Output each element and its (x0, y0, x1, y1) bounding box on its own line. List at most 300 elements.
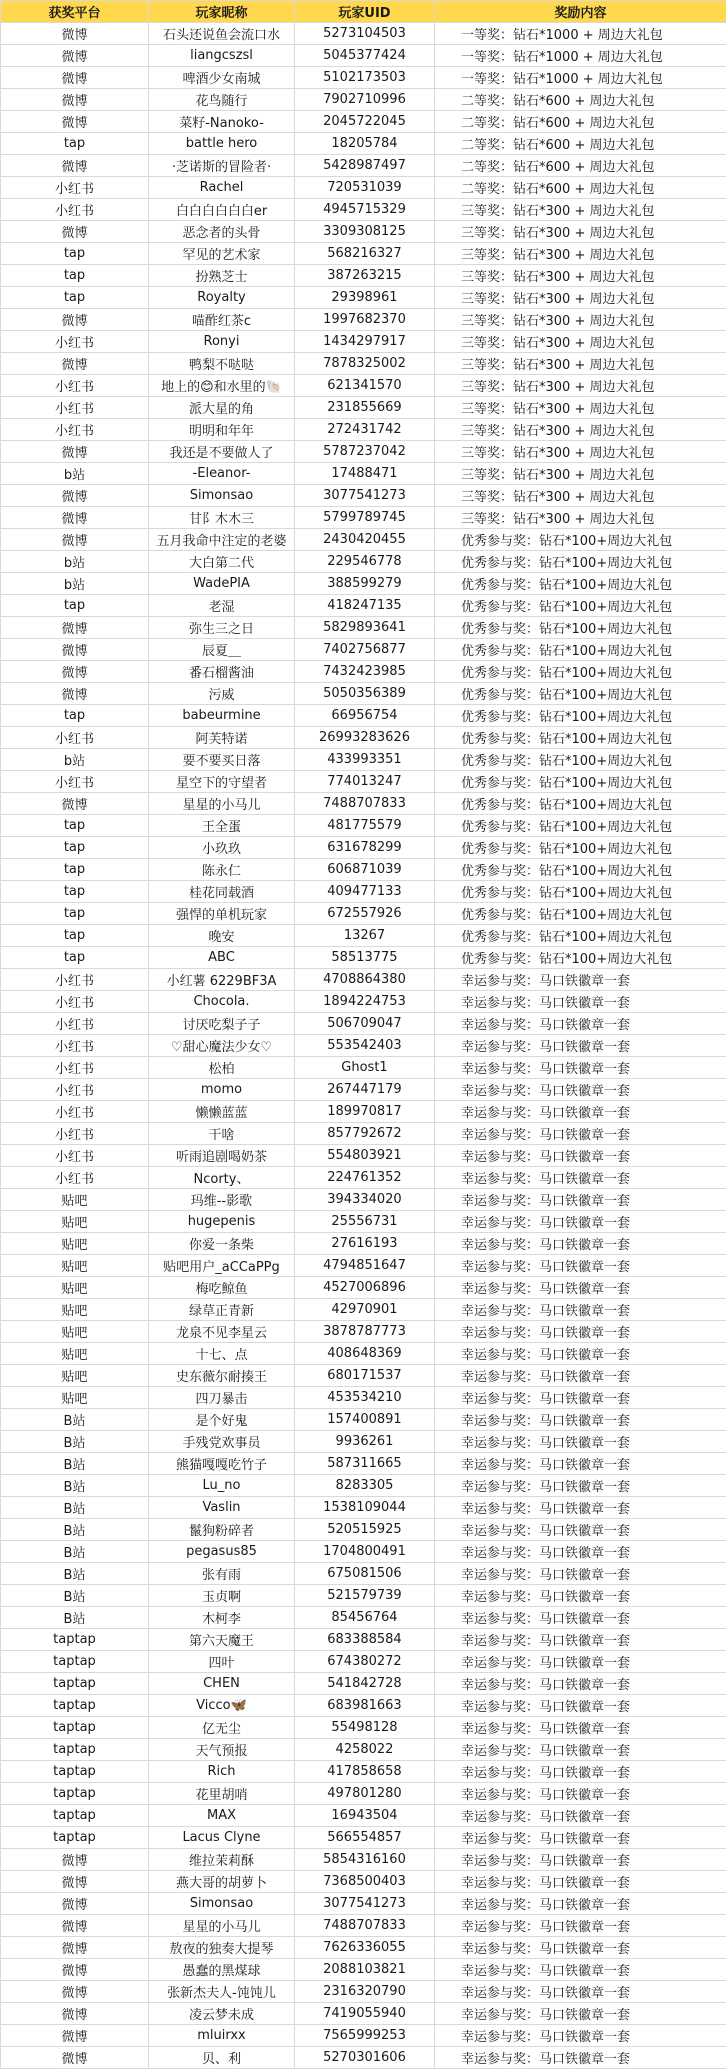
table-row (1, 705, 726, 727)
cell-nickname: 史东薇尔耐揍王 (149, 1365, 295, 1387)
table-row (1, 1717, 726, 1739)
cell-platform: tap (1, 947, 149, 969)
cell-nickname: WadePIA (149, 573, 295, 595)
cell-platform: 微博 (1, 529, 149, 551)
cell-platform: 贴吧 (1, 1321, 149, 1343)
cell-platform: 微博 (1, 1871, 149, 1893)
cell-uid: 7402756877 (295, 639, 435, 661)
table-row (1, 837, 726, 859)
table-row (1, 1497, 726, 1519)
table-row (1, 1057, 726, 1079)
cell-reward: 幸运参与奖：马口铁徽章一套 (435, 1189, 726, 1211)
cell-nickname: 啤酒少女南城 (149, 67, 295, 89)
cell-uid: 683388584 (295, 1629, 435, 1651)
cell-platform: 小红书 (1, 727, 149, 749)
cell-reward: 优秀参与奖：钻石*100+周边大礼包 (435, 925, 726, 947)
table-row (1, 969, 726, 991)
cell-platform: 微博 (1, 639, 149, 661)
cell-platform: taptap (1, 1695, 149, 1717)
table-row (1, 1607, 726, 1629)
cell-uid: 3878787773 (295, 1321, 435, 1343)
cell-nickname: 鸭梨不哒哒 (149, 353, 295, 375)
cell-reward: 三等奖：钻石*300 + 周边大礼包 (435, 507, 726, 529)
cell-platform: 小红书 (1, 199, 149, 221)
cell-nickname: 喵酢红茶c (149, 309, 295, 331)
cell-reward: 幸运参与奖：马口铁徽章一套 (435, 1871, 726, 1893)
cell-nickname: 番石榴酱油 (149, 661, 295, 683)
cell-nickname: ·芝诺斯的冒险者· (149, 155, 295, 177)
cell-platform: B站 (1, 1453, 149, 1475)
cell-uid: 2088103821 (295, 1959, 435, 1981)
cell-reward: 幸运参与奖：马口铁徽章一套 (435, 1959, 726, 1981)
cell-uid: 13267 (295, 925, 435, 947)
cell-reward: 三等奖：钻石*300 + 周边大礼包 (435, 397, 726, 419)
table-row (1, 2047, 726, 2069)
table-header (1, 1, 726, 23)
cell-reward: 幸运参与奖：马口铁徽章一套 (435, 1915, 726, 1937)
cell-uid: 7368500403 (295, 1871, 435, 1893)
table-row (1, 1431, 726, 1453)
cell-uid: 85456764 (295, 1607, 435, 1629)
table-row (1, 1761, 726, 1783)
cell-nickname: 我还是不要做人了 (149, 441, 295, 463)
cell-reward: 幸运参与奖：马口铁徽章一套 (435, 1057, 726, 1079)
cell-reward: 幸运参与奖：马口铁徽章一套 (435, 1343, 726, 1365)
cell-uid: 7878325002 (295, 353, 435, 375)
table-row (1, 463, 726, 485)
cell-nickname: mluirxx (149, 2025, 295, 2047)
table-row (1, 155, 726, 177)
cell-nickname: 强悍的单机玩家 (149, 903, 295, 925)
table-row (1, 243, 726, 265)
cell-platform: tap (1, 859, 149, 881)
cell-platform: 微博 (1, 155, 149, 177)
cell-reward: 优秀参与奖：钻石*100+周边大礼包 (435, 661, 726, 683)
cell-platform: 小红书 (1, 991, 149, 1013)
table-row (1, 529, 726, 551)
cell-uid: 5854316160 (295, 1849, 435, 1871)
cell-uid: 4945715329 (295, 199, 435, 221)
cell-reward: 幸运参与奖：马口铁徽章一套 (435, 1937, 726, 1959)
cell-uid: 229546778 (295, 551, 435, 573)
cell-platform: B站 (1, 1431, 149, 1453)
cell-uid: 4794851647 (295, 1255, 435, 1277)
cell-platform: 微博 (1, 617, 149, 639)
table-row (1, 1871, 726, 1893)
cell-platform: tap (1, 705, 149, 727)
cell-nickname: 手残党欢事员 (149, 1431, 295, 1453)
cell-reward: 一等奖：钻石*1000 + 周边大礼包 (435, 45, 726, 67)
cell-uid: 1538109044 (295, 1497, 435, 1519)
cell-reward: 幸运参与奖：马口铁徽章一套 (435, 1497, 726, 1519)
cell-uid: Ghost1 (295, 1057, 435, 1079)
table-row (1, 89, 726, 111)
cell-nickname: 地上的😊和水里的🐚 (149, 375, 295, 397)
cell-nickname: 小红薯 6229BF3A (149, 969, 295, 991)
cell-reward: 幸运参与奖：马口铁徽章一套 (435, 1431, 726, 1453)
table-row (1, 1629, 726, 1651)
table-row (1, 1541, 726, 1563)
cell-uid: 674380272 (295, 1651, 435, 1673)
cell-reward: 幸运参与奖：马口铁徽章一套 (435, 1607, 726, 1629)
cell-uid: 3077541273 (295, 485, 435, 507)
table-row (1, 485, 726, 507)
cell-platform: 微博 (1, 23, 149, 45)
table-row (1, 1937, 726, 1959)
cell-nickname: Lu_no (149, 1475, 295, 1497)
cell-nickname: 污威 (149, 683, 295, 705)
cell-nickname: 十七、点 (149, 1343, 295, 1365)
cell-reward: 优秀参与奖：钻石*100+周边大礼包 (435, 837, 726, 859)
cell-nickname: Ronyi (149, 331, 295, 353)
cell-reward: 幸运参与奖：马口铁徽章一套 (435, 1365, 726, 1387)
cell-platform: 小红书 (1, 969, 149, 991)
cell-uid: 231855669 (295, 397, 435, 419)
cell-nickname: Rachel (149, 177, 295, 199)
cell-nickname: 张有雨 (149, 1563, 295, 1585)
cell-reward: 优秀参与奖：钻石*100+周边大礼包 (435, 727, 726, 749)
cell-nickname: 敖夜的独奏大提琴 (149, 1937, 295, 1959)
header-nickname: 玩家昵称 (149, 1, 295, 23)
cell-uid: 18205784 (295, 133, 435, 155)
cell-reward: 幸运参与奖：马口铁徽章一套 (435, 2047, 726, 2069)
cell-uid: 16943504 (295, 1805, 435, 1827)
cell-platform: 小红书 (1, 1079, 149, 1101)
cell-reward: 幸运参与奖：马口铁徽章一套 (435, 1013, 726, 1035)
cell-reward: 优秀参与奖：钻石*100+周边大礼包 (435, 881, 726, 903)
cell-platform: B站 (1, 1563, 149, 1585)
cell-reward: 幸运参与奖：马口铁徽章一套 (435, 1079, 726, 1101)
cell-platform: 小红书 (1, 771, 149, 793)
cell-uid: 621341570 (295, 375, 435, 397)
cell-nickname: 熊猫嘎嘎吃竹子 (149, 1453, 295, 1475)
cell-reward: 三等奖：钻石*300 + 周边大礼包 (435, 265, 726, 287)
cell-platform: tap (1, 837, 149, 859)
cell-platform: taptap (1, 1717, 149, 1739)
cell-platform: taptap (1, 1805, 149, 1827)
table-row (1, 133, 726, 155)
cell-uid: 189970817 (295, 1101, 435, 1123)
cell-nickname: 四叶 (149, 1651, 295, 1673)
cell-platform: 微博 (1, 507, 149, 529)
cell-uid: 157400891 (295, 1409, 435, 1431)
table-row (1, 111, 726, 133)
table-row (1, 67, 726, 89)
cell-reward: 优秀参与奖：钻石*100+周边大礼包 (435, 639, 726, 661)
cell-reward: 幸运参与奖：马口铁徽章一套 (435, 1849, 726, 1871)
cell-uid: 27616193 (295, 1233, 435, 1255)
table-row (1, 1277, 726, 1299)
cell-reward: 三等奖：钻石*300 + 周边大礼包 (435, 309, 726, 331)
table-row (1, 661, 726, 683)
cell-reward: 三等奖：钻石*300 + 周边大礼包 (435, 419, 726, 441)
cell-uid: 680171537 (295, 1365, 435, 1387)
cell-uid: 409477133 (295, 881, 435, 903)
cell-uid: 5050356389 (295, 683, 435, 705)
cell-uid: 554803921 (295, 1145, 435, 1167)
cell-nickname: Rich (149, 1761, 295, 1783)
cell-reward: 幸运参与奖：马口铁徽章一套 (435, 1761, 726, 1783)
cell-nickname: 第六天魔王 (149, 1629, 295, 1651)
table-row (1, 1365, 726, 1387)
cell-nickname: 张新杰夫人-饨饨儿 (149, 1981, 295, 2003)
cell-nickname: 玛维--影歌 (149, 1189, 295, 1211)
cell-uid: 26993283626 (295, 727, 435, 749)
cell-platform: 微博 (1, 45, 149, 67)
cell-platform: 贴吧 (1, 1233, 149, 1255)
cell-nickname: babeurmine (149, 705, 295, 727)
cell-uid: 774013247 (295, 771, 435, 793)
cell-nickname: Chocola. (149, 991, 295, 1013)
cell-platform: 小红书 (1, 1035, 149, 1057)
cell-uid: 2045722045 (295, 111, 435, 133)
table-row (1, 1101, 726, 1123)
cell-reward: 幸运参与奖：马口铁徽章一套 (435, 1783, 726, 1805)
cell-uid: 587311665 (295, 1453, 435, 1475)
cell-uid: 7565999253 (295, 2025, 435, 2047)
table-row (1, 419, 726, 441)
cell-uid: 17488471 (295, 463, 435, 485)
table-row (1, 1519, 726, 1541)
table-row (1, 331, 726, 353)
header-row (1, 1, 726, 23)
cell-platform: taptap (1, 1673, 149, 1695)
cell-uid: 568216327 (295, 243, 435, 265)
cell-nickname: 松柏 (149, 1057, 295, 1079)
cell-reward: 幸运参与奖：马口铁徽章一套 (435, 1035, 726, 1057)
cell-nickname: 维拉茉莉酥 (149, 1849, 295, 1871)
table-row (1, 1079, 726, 1101)
cell-reward: 二等奖：钻石*600 + 周边大礼包 (435, 177, 726, 199)
cell-uid: 58513775 (295, 947, 435, 969)
cell-reward: 一等奖：钻石*1000 + 周边大礼包 (435, 23, 726, 45)
cell-reward: 三等奖：钻石*300 + 周边大礼包 (435, 441, 726, 463)
cell-platform: tap (1, 925, 149, 947)
cell-uid: 520515925 (295, 1519, 435, 1541)
cell-reward: 优秀参与奖：钻石*100+周边大礼包 (435, 573, 726, 595)
cell-nickname: 陈永仁 (149, 859, 295, 881)
cell-uid: 29398961 (295, 287, 435, 309)
cell-nickname: 讨厌吃梨子子 (149, 1013, 295, 1035)
cell-platform: taptap (1, 1651, 149, 1673)
cell-reward: 幸运参与奖：马口铁徽章一套 (435, 1651, 726, 1673)
cell-platform: tap (1, 287, 149, 309)
cell-reward: 幸运参与奖：马口铁徽章一套 (435, 1717, 726, 1739)
cell-nickname: Vicco🦋 (149, 1695, 295, 1717)
cell-reward: 优秀参与奖：钻石*100+周边大礼包 (435, 815, 726, 837)
cell-reward: 优秀参与奖：钻石*100+周边大礼包 (435, 749, 726, 771)
cell-uid: 683981663 (295, 1695, 435, 1717)
table-row (1, 1651, 726, 1673)
cell-reward: 幸运参与奖：马口铁徽章一套 (435, 1255, 726, 1277)
cell-platform: tap (1, 243, 149, 265)
cell-uid: 55498128 (295, 1717, 435, 1739)
cell-nickname: 懒懒蓝蓝 (149, 1101, 295, 1123)
cell-reward: 幸运参与奖：马口铁徽章一套 (435, 1101, 726, 1123)
cell-platform: 贴吧 (1, 1343, 149, 1365)
cell-uid: 5045377424 (295, 45, 435, 67)
cell-reward: 优秀参与奖：钻石*100+周边大礼包 (435, 705, 726, 727)
cell-nickname: 大白第二代 (149, 551, 295, 573)
cell-nickname: 要不要买日落 (149, 749, 295, 771)
cell-platform: 小红书 (1, 331, 149, 353)
table-row (1, 1849, 726, 1871)
cell-platform: 微博 (1, 2025, 149, 2047)
cell-reward: 幸运参与奖：马口铁徽章一套 (435, 1695, 726, 1717)
cell-platform: 微博 (1, 111, 149, 133)
cell-platform: 微博 (1, 661, 149, 683)
cell-platform: 小红书 (1, 397, 149, 419)
table-row (1, 1805, 726, 1827)
cell-platform: b站 (1, 573, 149, 595)
table-row (1, 2025, 726, 2047)
cell-uid: 4258022 (295, 1739, 435, 1761)
cell-uid: 66956754 (295, 705, 435, 727)
table-row (1, 1145, 726, 1167)
cell-nickname: 阿芙特诺 (149, 727, 295, 749)
cell-nickname: 派大星的角 (149, 397, 295, 419)
cell-reward: 幸运参与奖：马口铁徽章一套 (435, 1167, 726, 1189)
cell-platform: 微博 (1, 793, 149, 815)
cell-uid: 606871039 (295, 859, 435, 881)
table-row (1, 1563, 726, 1585)
cell-platform: 微博 (1, 441, 149, 463)
cell-nickname: 弥生三之日 (149, 617, 295, 639)
cell-nickname: 王全蛋 (149, 815, 295, 837)
cell-reward: 优秀参与奖：钻石*100+周边大礼包 (435, 595, 726, 617)
cell-uid: 541842728 (295, 1673, 435, 1695)
cell-platform: 贴吧 (1, 1255, 149, 1277)
table-row (1, 375, 726, 397)
cell-nickname: 明明和年年 (149, 419, 295, 441)
table-row (1, 199, 726, 221)
cell-platform: 贴吧 (1, 1299, 149, 1321)
table-row (1, 881, 726, 903)
cell-platform: 微博 (1, 1893, 149, 1915)
cell-platform: 小红书 (1, 1167, 149, 1189)
cell-platform: b站 (1, 551, 149, 573)
table-row (1, 551, 726, 573)
table-row (1, 507, 726, 529)
cell-nickname: pegasus85 (149, 1541, 295, 1563)
table-row (1, 991, 726, 1013)
cell-uid: 394334020 (295, 1189, 435, 1211)
cell-uid: 5273104503 (295, 23, 435, 45)
table-row (1, 265, 726, 287)
cell-uid: 5829893641 (295, 617, 435, 639)
cell-reward: 幸运参与奖：马口铁徽章一套 (435, 1585, 726, 1607)
cell-reward: 三等奖：钻石*300 + 周边大礼包 (435, 199, 726, 221)
table-row (1, 1453, 726, 1475)
cell-nickname: 梅吃鲸鱼 (149, 1277, 295, 1299)
table-row (1, 1013, 726, 1035)
table-row (1, 1959, 726, 1981)
cell-nickname: Simonsao (149, 485, 295, 507)
cell-reward: 幸运参与奖：马口铁徽章一套 (435, 1893, 726, 1915)
cell-reward: 幸运参与奖：马口铁徽章一套 (435, 1629, 726, 1651)
cell-uid: 566554857 (295, 1827, 435, 1849)
cell-reward: 幸运参与奖：马口铁徽章一套 (435, 1387, 726, 1409)
cell-uid: 4527006896 (295, 1277, 435, 1299)
cell-nickname: 恶念者的头骨 (149, 221, 295, 243)
cell-uid: 3309308125 (295, 221, 435, 243)
cell-uid: 25556731 (295, 1211, 435, 1233)
cell-reward: 优秀参与奖：钻石*100+周边大礼包 (435, 617, 726, 639)
cell-nickname: 白白白白白白er (149, 199, 295, 221)
cell-uid: 387263215 (295, 265, 435, 287)
cell-platform: 微博 (1, 683, 149, 705)
cell-nickname: 木柯李 (149, 1607, 295, 1629)
cell-reward: 幸运参与奖：马口铁徽章一套 (435, 991, 726, 1013)
cell-nickname: 天气预报 (149, 1739, 295, 1761)
cell-reward: 优秀参与奖：钻石*100+周边大礼包 (435, 859, 726, 881)
cell-reward: 三等奖：钻石*300 + 周边大礼包 (435, 331, 726, 353)
cell-nickname: 星星的小马儿 (149, 1915, 295, 1937)
cell-platform: taptap (1, 1783, 149, 1805)
cell-nickname: ♡甜心魔法少女♡ (149, 1035, 295, 1057)
cell-platform: taptap (1, 1761, 149, 1783)
cell-platform: 小红书 (1, 1101, 149, 1123)
cell-uid: 857792672 (295, 1123, 435, 1145)
cell-platform: tap (1, 133, 149, 155)
cell-uid: 7488707833 (295, 1915, 435, 1937)
cell-nickname: 甘阝木木三 (149, 507, 295, 529)
cell-uid: 3077541273 (295, 1893, 435, 1915)
cell-platform: 微博 (1, 89, 149, 111)
cell-nickname: 干啥 (149, 1123, 295, 1145)
cell-uid: 5270301606 (295, 2047, 435, 2069)
cell-nickname: 扮熟芝士 (149, 265, 295, 287)
cell-nickname: Simonsao (149, 1893, 295, 1915)
table-row (1, 1233, 726, 1255)
cell-uid: 418247135 (295, 595, 435, 617)
cell-platform: B站 (1, 1607, 149, 1629)
cell-platform: 微博 (1, 2047, 149, 2069)
cell-platform: 微博 (1, 485, 149, 507)
cell-nickname: liangcszsl (149, 45, 295, 67)
cell-nickname: 贴吧用户_aCCaPPg (149, 1255, 295, 1277)
cell-platform: 微博 (1, 353, 149, 375)
cell-reward: 幸运参与奖：马口铁徽章一套 (435, 1541, 726, 1563)
table-row (1, 1475, 726, 1497)
cell-platform: 小红书 (1, 375, 149, 397)
table-row (1, 1409, 726, 1431)
cell-reward: 幸运参与奖：马口铁徽章一套 (435, 1827, 726, 1849)
table-row (1, 1167, 726, 1189)
cell-nickname: CHEN (149, 1673, 295, 1695)
cell-reward: 优秀参与奖：钻石*100+周边大礼包 (435, 903, 726, 925)
cell-uid: 5799789745 (295, 507, 435, 529)
cell-uid: 5787237042 (295, 441, 435, 463)
table-row (1, 1123, 726, 1145)
cell-uid: 1704800491 (295, 1541, 435, 1563)
table-row (1, 1585, 726, 1607)
cell-reward: 三等奖：钻石*300 + 周边大礼包 (435, 375, 726, 397)
cell-platform: tap (1, 265, 149, 287)
table-row (1, 1299, 726, 1321)
cell-platform: 微博 (1, 1849, 149, 1871)
cell-uid: 2430420455 (295, 529, 435, 551)
cell-reward: 三等奖：钻石*300 + 周边大礼包 (435, 463, 726, 485)
cell-reward: 幸运参与奖：马口铁徽章一套 (435, 1519, 726, 1541)
cell-platform: 微博 (1, 67, 149, 89)
cell-uid: 5428987497 (295, 155, 435, 177)
table-row (1, 287, 726, 309)
cell-platform: B站 (1, 1409, 149, 1431)
cell-reward: 三等奖：钻石*300 + 周边大礼包 (435, 287, 726, 309)
cell-platform: 小红书 (1, 1057, 149, 1079)
cell-uid: 553542403 (295, 1035, 435, 1057)
